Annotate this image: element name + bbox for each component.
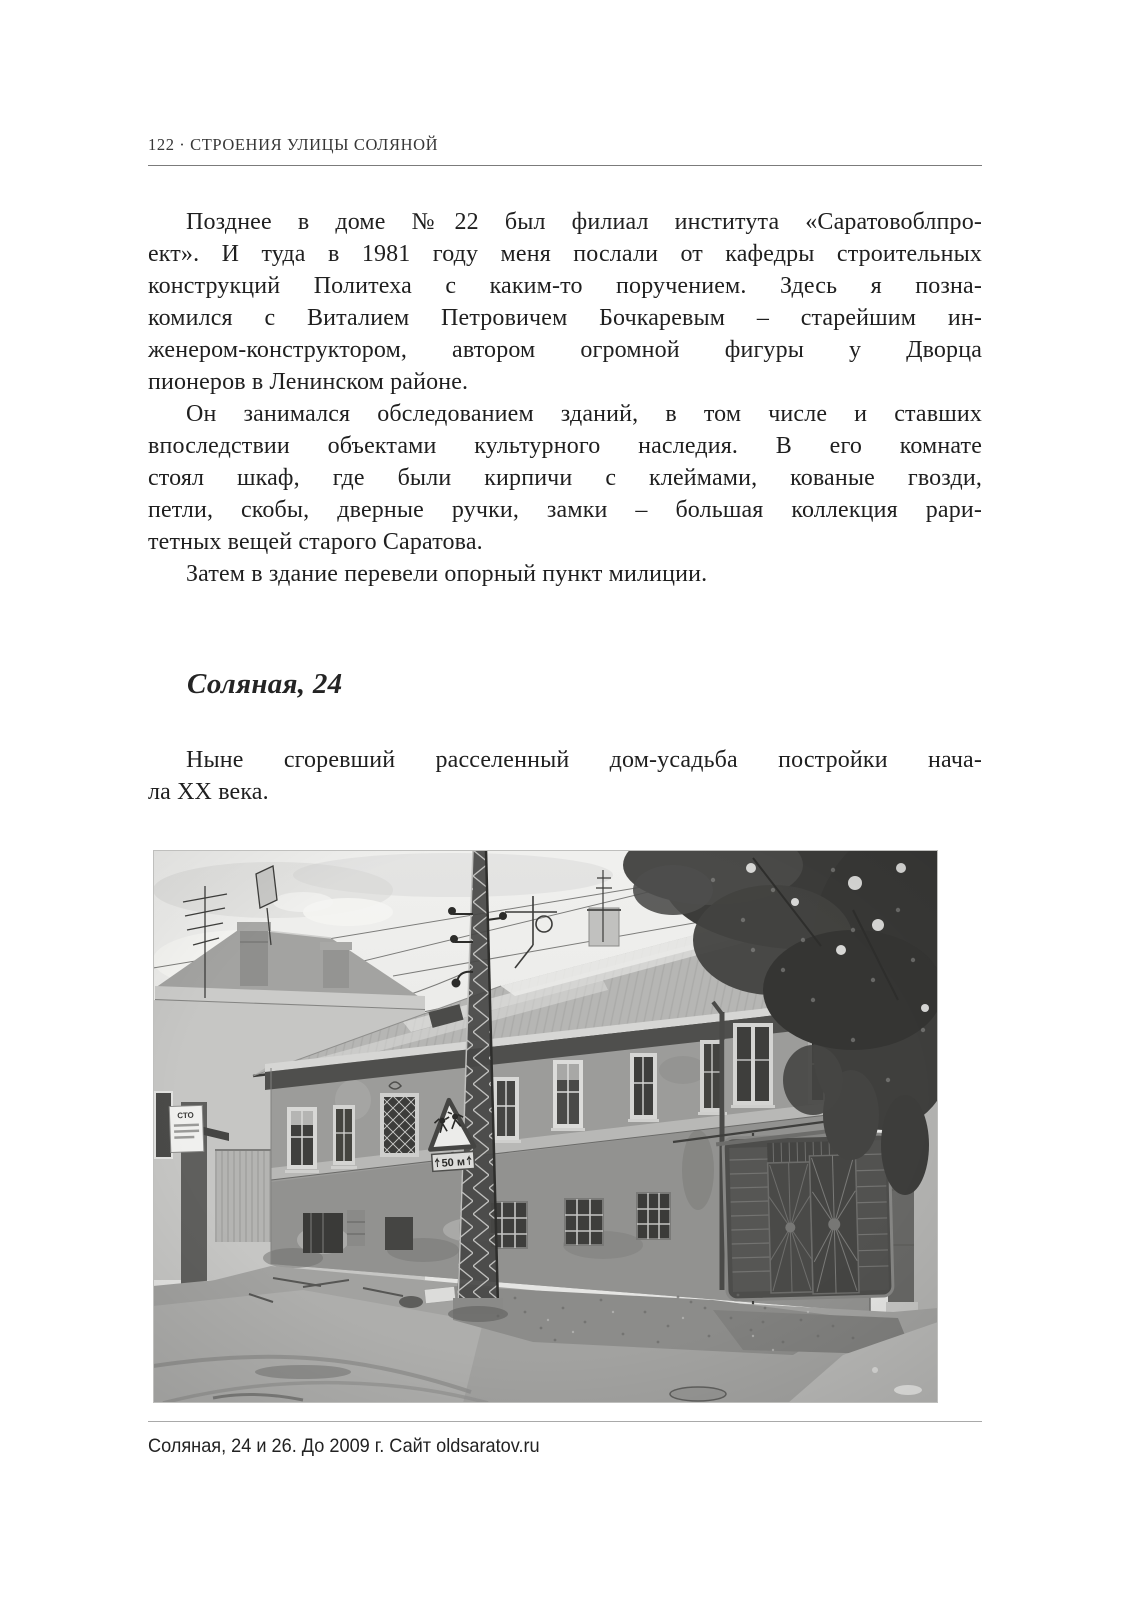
paragraph-4 — [148, 744, 982, 808]
photo-caption: Соляная, 24 и 26. До 2009 г. Сайт oldsaratov.ru — [148, 1435, 540, 1457]
text-line: Он занимался обследованием зданий, в том числе и ставших — [186, 401, 982, 427]
running-header — [148, 134, 982, 156]
text-line: Позднее в доме №22 был филиал института «Саратовоблпро- — [186, 209, 982, 235]
text-line: тетных вещей старого Саратова. — [148, 529, 483, 555]
section-heading: Соляная, 24 — [187, 668, 343, 700]
text-line: Затем в здание перевели опорный пункт милиции. — [186, 561, 708, 587]
text-line: ект». И туда в 1981 году меня послали от кафедры строительных — [148, 241, 982, 267]
paragraph-2 — [148, 398, 982, 558]
text-line: ла XX века. — [148, 779, 269, 805]
photo-figure — [153, 850, 938, 1403]
paragraph-1 — [148, 206, 982, 398]
text-line: пионеров в Ленинском районе. — [148, 369, 469, 395]
text-line: стоял шкаф, где были кирпичи с клеймами, кованые гвозди, — [148, 465, 982, 491]
text-line: петли, скобы, дверные ручки, замки – большая коллекция рари- — [148, 497, 982, 523]
running-header-text: 122 · СТРОЕНИЯ УЛИЦЫ СОЛЯНОЙ — [148, 135, 439, 154]
paragraph-3 — [148, 558, 982, 590]
photo — [153, 850, 938, 1403]
text-line: Ныне сгоревший расселенный дом-усадьба постройки нача- — [186, 747, 982, 773]
text-line: комился с Виталием Петровичем Бочкаревым – старейшим ин- — [148, 305, 982, 331]
photo-vignette — [153, 850, 938, 1403]
caption-rule — [148, 1421, 982, 1422]
text-line: женером-конструктором, автором огромной фигуры у Дворца — [148, 337, 982, 363]
text-line: конструкций Политеха с каким-то поручением. Здесь я позна- — [148, 273, 982, 299]
text-line: впоследствии объектами культурного наследия. В его комнате — [148, 433, 982, 459]
header-rule — [148, 165, 982, 166]
